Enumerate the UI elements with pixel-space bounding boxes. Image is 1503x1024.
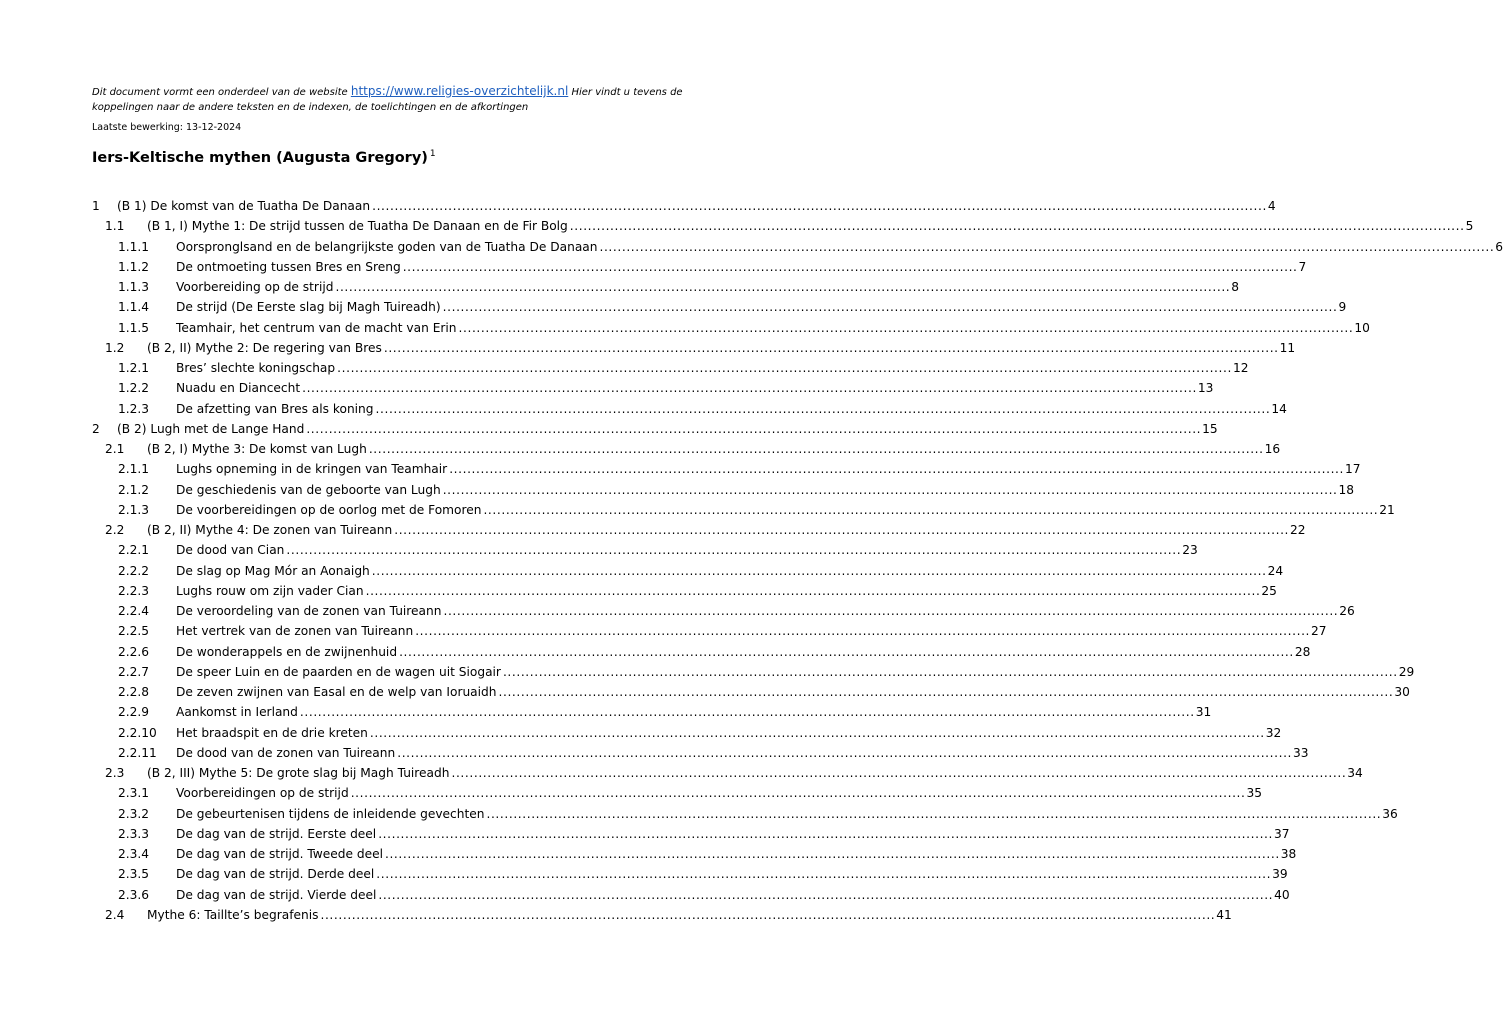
toc-entry[interactable] bbox=[92, 399, 1287, 419]
toc-entry-title: De speer Luin en de paarden en de wagen uit Siogair bbox=[176, 664, 501, 679]
toc-entry-number: 2.2.2 bbox=[118, 563, 150, 578]
toc-entry-title: (B 1) De komst van de Tuatha De Danaan bbox=[117, 199, 371, 213]
toc-entry-page: 24 bbox=[1267, 563, 1284, 578]
toc-entry-title: Het braadspit en de drie kreten bbox=[176, 725, 368, 740]
toc-entry-title: De zeven zwijnen van Easal en de welp van Ioruaidh bbox=[176, 685, 497, 699]
toc-entry-number: 1.1.2 bbox=[118, 259, 150, 274]
toc-entry-number: 2.2.10 bbox=[118, 725, 157, 740]
toc-entry-title: De dag van de strijd. Derde deel bbox=[176, 867, 375, 882]
toc-entry[interactable] bbox=[92, 864, 1288, 884]
toc-entry-title: (B 2) Lugh met de Lange Hand bbox=[117, 421, 305, 436]
toc-entry[interactable] bbox=[92, 743, 1309, 763]
toc-entry[interactable] bbox=[92, 439, 1281, 459]
toc-entry-link[interactable] bbox=[176, 783, 1263, 803]
toc-entry[interactable] bbox=[92, 358, 1249, 378]
document-title bbox=[92, 149, 436, 166]
toc-dot-leader: ........................................................................................................................................................................................................ bbox=[442, 482, 1338, 497]
toc-entry[interactable] bbox=[92, 561, 1284, 581]
toc-entry-title: De dood van Cian bbox=[176, 543, 285, 558]
toc-entry-link[interactable] bbox=[176, 297, 1347, 317]
toc-entry-page: 31 bbox=[1195, 705, 1212, 720]
toc-entry-link[interactable] bbox=[176, 642, 1311, 662]
toc-entry-number: 2.3.5 bbox=[118, 867, 150, 882]
toc-entry-number: 2.2.7 bbox=[118, 664, 150, 679]
toc-entry-number: 2.1.1 bbox=[118, 462, 150, 477]
toc-entry[interactable] bbox=[92, 905, 1232, 925]
toc-entry-number: 2.4 bbox=[105, 907, 125, 922]
toc-dot-leader: ........................................................................................................................................................................................................ bbox=[369, 725, 1265, 740]
toc-entry-link[interactable] bbox=[176, 378, 1214, 398]
toc-dot-leader: ........................................................................................................................................................................................................ bbox=[599, 239, 1495, 254]
toc-entry-title: (B 2, III) Mythe 5: De grote slag bij Magh Tuireadh bbox=[147, 766, 450, 780]
toc-entry-title: De wonderappels en de zwijnenhuid bbox=[176, 644, 398, 659]
toc-entry-link[interactable] bbox=[176, 601, 1355, 621]
toc-entry-title: Voorbereidingen op de strijd bbox=[176, 786, 349, 801]
toc-dot-leader: ........................................................................................................................................................................................................ bbox=[365, 583, 1261, 598]
toc-entry-title: De dag van de strijd. Vierde deel bbox=[176, 887, 377, 902]
toc-entry-number: 2.3.2 bbox=[118, 806, 150, 821]
toc-entry[interactable] bbox=[92, 702, 1212, 722]
toc-entry-link[interactable] bbox=[176, 621, 1327, 641]
toc-entry-link[interactable] bbox=[176, 702, 1212, 722]
toc-entry-title: Oorspronglsand en de belangrijkste goden van de Tuatha De Danaan bbox=[176, 239, 598, 254]
toc-entry-page: 23 bbox=[1182, 543, 1198, 558]
toc-entry-number: 2.2.5 bbox=[118, 624, 150, 639]
toc-entry-number: 2.2.11 bbox=[118, 745, 157, 760]
toc-entry[interactable] bbox=[92, 237, 1503, 257]
toc-dot-leader: ........................................................................................................................................................................................................ bbox=[442, 300, 1338, 315]
toc-entry[interactable] bbox=[92, 642, 1311, 662]
toc-entry-number: 1 bbox=[92, 199, 100, 213]
toc-dot-leader: ........................................................................................................................................................................................................ bbox=[397, 745, 1293, 760]
toc-entry-page: 37 bbox=[1274, 826, 1290, 841]
toc-entry-page: 18 bbox=[1338, 482, 1355, 497]
toc-entry-link[interactable] bbox=[176, 500, 1395, 520]
toc-entry-page: 26 bbox=[1339, 604, 1355, 618]
toc-entry-link[interactable] bbox=[117, 196, 1276, 216]
toc-entry-link[interactable] bbox=[176, 399, 1287, 419]
toc-dot-leader: ........................................................................................................................................................................................................ bbox=[299, 705, 1195, 720]
toc-entry-number: 2.1.3 bbox=[118, 502, 150, 517]
toc-entry-link[interactable] bbox=[176, 480, 1355, 500]
toc-entry-page: 28 bbox=[1294, 644, 1311, 659]
intro-text-after: Hier vindt u tevens de koppelingen naar de andere teksten en de indexen, de toelichtingen en de afkortingen bbox=[92, 87, 683, 113]
toc-entry-title: Lughs rouw om zijn vader Cian bbox=[176, 583, 364, 598]
toc-entry-title: De strijd (De Eerste slag bij Magh Tuireadh) bbox=[176, 300, 441, 315]
toc-entry-number: 2 bbox=[92, 421, 100, 436]
toc-entry-title: De veroordeling van de zonen van Tuireann bbox=[176, 604, 442, 618]
document-title-text: Iers-Keltische mythen (Augusta Gregory) bbox=[92, 150, 428, 166]
toc-entry[interactable] bbox=[92, 419, 1218, 439]
toc-entry-title: De slag op Mag Mór an Aonaigh bbox=[176, 563, 370, 578]
toc-entry-page: 17 bbox=[1345, 462, 1361, 477]
toc-entry-number: 2.3.3 bbox=[118, 826, 150, 841]
toc-entry-title: (B 2, II) Mythe 4: De zonen van Tuireann bbox=[147, 523, 393, 537]
toc-entry[interactable] bbox=[92, 196, 1276, 216]
toc-entry-link[interactable] bbox=[176, 662, 1415, 682]
toc-entry-title: (B 2, II) Mythe 2: De regering van Bres bbox=[147, 340, 382, 355]
toc-dot-leader: ........................................................................................................................................................................................................ bbox=[302, 381, 1197, 396]
toc-entry-title: Lughs opneming in de kringen van Teamhair bbox=[176, 462, 448, 477]
toc-entry-page: 7 bbox=[1298, 259, 1307, 274]
toc-entry[interactable] bbox=[92, 378, 1214, 398]
toc-entry-page: 29 bbox=[1398, 664, 1415, 679]
toc-dot-leader: ........................................................................................................................................................................................................ bbox=[394, 523, 1290, 537]
toc-entry-link[interactable] bbox=[176, 723, 1282, 743]
toc-dot-leader: ........................................................................................................................................................................................................ bbox=[286, 543, 1182, 558]
toc-entry[interactable] bbox=[92, 216, 1474, 236]
toc-entry-title: Teamhair, het centrum van de macht van Erin bbox=[176, 320, 457, 335]
toc-entry-page: 10 bbox=[1354, 320, 1370, 335]
toc-entry-number: 1.2.3 bbox=[118, 401, 150, 416]
toc-dot-leader: ........................................................................................................................................................................................................ bbox=[498, 685, 1394, 699]
toc-entry[interactable] bbox=[92, 783, 1263, 803]
intro-text-before: Dit document vormt een onderdeel van de website bbox=[92, 87, 351, 98]
toc-entry-link[interactable] bbox=[147, 763, 1363, 783]
toc-entry-page: 34 bbox=[1347, 766, 1363, 780]
toc-dot-leader: ........................................................................................................................................................................................................ bbox=[486, 806, 1382, 821]
toc-entry-page: 40 bbox=[1274, 887, 1290, 902]
toc-entry-title: De ontmoeting tussen Bres en Sreng bbox=[176, 259, 401, 274]
toc-dot-leader: ........................................................................................................................................................................................................ bbox=[569, 219, 1465, 234]
toc-dot-leader: ........................................................................................................................................................................................................ bbox=[402, 259, 1298, 274]
toc-entry-link[interactable] bbox=[117, 419, 1218, 439]
toc-entry-page: 15 bbox=[1202, 421, 1218, 436]
toc-entry-title: Mythe 6: Taillte’s begrafenis bbox=[147, 907, 319, 922]
toc-dot-leader: ........................................................................................................................................................................................................ bbox=[384, 847, 1280, 861]
toc-entry[interactable] bbox=[92, 804, 1398, 824]
toc-entry-number: 2.2.6 bbox=[118, 644, 150, 659]
toc-entry-link[interactable] bbox=[147, 439, 1281, 459]
toc-entry-number: 1.1.1 bbox=[118, 239, 150, 254]
website-link[interactable]: https://www.religies-overzichtelijk.nl bbox=[350, 84, 569, 98]
toc-entry-page: 36 bbox=[1382, 806, 1398, 821]
toc-dot-leader: ........................................................................................................................................................................................................ bbox=[415, 624, 1311, 639]
title-footnote-marker[interactable]: 1 bbox=[429, 149, 436, 159]
toc-entry[interactable] bbox=[92, 601, 1355, 621]
toc-entry-title: Het vertrek van de zonen van Tuireann bbox=[176, 624, 414, 639]
toc-entry-number: 1.2.1 bbox=[118, 361, 150, 375]
toc-entry-number: 1.2.2 bbox=[118, 381, 150, 396]
toc-entry-link[interactable] bbox=[176, 581, 1277, 601]
toc-entry-number: 1.1.4 bbox=[118, 300, 150, 315]
toc-entry-number: 2.2.8 bbox=[118, 685, 150, 699]
toc-entry-page: 21 bbox=[1379, 502, 1395, 517]
website-note bbox=[92, 84, 692, 115]
toc-entry-link[interactable] bbox=[176, 864, 1288, 884]
toc-entry[interactable] bbox=[92, 520, 1306, 540]
toc-entry[interactable] bbox=[92, 318, 1370, 338]
toc-entry[interactable] bbox=[92, 763, 1363, 783]
toc-entry-page: 14 bbox=[1271, 401, 1287, 416]
toc-dot-leader: ........................................................................................................................................................................................................ bbox=[383, 340, 1279, 355]
toc-entry-number: 2.3 bbox=[105, 766, 125, 780]
toc-entry-page: 6 bbox=[1495, 239, 1503, 254]
toc-entry[interactable] bbox=[92, 885, 1290, 905]
toc-dot-leader: ........................................................................................................................................................................................................ bbox=[350, 786, 1246, 801]
toc-entry-link[interactable] bbox=[176, 804, 1398, 824]
toc-entry[interactable] bbox=[92, 257, 1307, 277]
toc-dot-leader: ........................................................................................................................................................................................................ bbox=[378, 826, 1273, 841]
toc-entry[interactable] bbox=[92, 621, 1327, 641]
toc-entry-page: 27 bbox=[1311, 624, 1327, 639]
toc-entry-link[interactable] bbox=[176, 824, 1290, 844]
toc-entry-link[interactable] bbox=[176, 277, 1240, 297]
toc-entry[interactable] bbox=[92, 662, 1415, 682]
toc-entry-page: 38 bbox=[1280, 847, 1297, 861]
toc-entry-link[interactable] bbox=[176, 885, 1290, 905]
toc-entry[interactable] bbox=[92, 844, 1297, 864]
toc-dot-leader: ........................................................................................................................................................................................................ bbox=[375, 401, 1271, 416]
toc-entry-title: Aankomst in Ierland bbox=[176, 705, 298, 720]
toc-dot-leader: ........................................................................................................................................................................................................ bbox=[502, 664, 1398, 679]
toc-entry[interactable] bbox=[92, 277, 1240, 297]
toc-dot-leader: ........................................................................................................................................................................................................ bbox=[443, 604, 1339, 618]
toc-entry-link[interactable] bbox=[176, 459, 1361, 479]
toc-entry-page: 5 bbox=[1465, 219, 1474, 234]
toc-dot-leader: ........................................................................................................................................................................................................ bbox=[371, 563, 1267, 578]
toc-dot-leader: ........................................................................................................................................................................................................ bbox=[320, 907, 1216, 922]
toc-entry[interactable] bbox=[92, 338, 1296, 358]
toc-entry-link[interactable] bbox=[147, 338, 1296, 358]
toc-entry[interactable] bbox=[92, 824, 1290, 844]
toc-entry-page: 25 bbox=[1261, 583, 1277, 598]
toc-entry-title: Nuadu en Diancecht bbox=[176, 381, 301, 396]
toc-entry-number: 2.3.6 bbox=[118, 887, 150, 902]
toc-dot-leader: ........................................................................................................................................................................................................ bbox=[449, 462, 1344, 477]
toc-entry-number: 2.1 bbox=[105, 442, 125, 456]
toc-entry-number: 2.3.4 bbox=[118, 847, 150, 861]
toc-dot-leader: ........................................................................................................................................................................................................ bbox=[306, 421, 1202, 436]
toc-entry-number: 2.2.4 bbox=[118, 604, 150, 618]
toc-dot-leader: ........................................................................................................................................................................................................ bbox=[378, 887, 1274, 902]
toc-entry[interactable] bbox=[92, 540, 1198, 560]
toc-entry-number: 2.2.1 bbox=[118, 543, 150, 558]
toc-entry-page: 41 bbox=[1216, 907, 1232, 922]
toc-entry-page: 32 bbox=[1265, 725, 1282, 740]
toc-entry-page: 4 bbox=[1267, 199, 1276, 213]
toc-entry[interactable] bbox=[92, 581, 1277, 601]
toc-entry-title: De dag van de strijd. Eerste deel bbox=[176, 826, 377, 841]
toc-entry-link[interactable] bbox=[176, 561, 1284, 581]
toc-entry-page: 13 bbox=[1197, 381, 1214, 396]
toc-dot-leader: ........................................................................................................................................................................................................ bbox=[458, 320, 1354, 335]
toc-entry-link[interactable] bbox=[176, 358, 1249, 378]
toc-entry-page: 8 bbox=[1231, 280, 1240, 294]
toc-entry[interactable] bbox=[92, 459, 1361, 479]
toc-entry[interactable] bbox=[92, 297, 1347, 317]
toc-entry-page: 30 bbox=[1394, 685, 1410, 699]
toc-entry-number: 2.2.9 bbox=[118, 705, 150, 720]
table-of-contents bbox=[92, 196, 1503, 925]
toc-entry-number: 1.1.3 bbox=[118, 280, 150, 294]
toc-entry-link[interactable] bbox=[147, 216, 1474, 236]
toc-entry-number: 2.2 bbox=[105, 523, 125, 537]
toc-entry-page: 16 bbox=[1264, 442, 1281, 456]
toc-entry-title: Voorbereiding op de strijd bbox=[176, 280, 334, 294]
toc-dot-leader: ........................................................................................................................................................................................................ bbox=[451, 766, 1347, 780]
toc-entry-title: De gebeurtenisen tijdens de inleidende gevechten bbox=[176, 806, 485, 821]
toc-entry-page: 22 bbox=[1290, 523, 1306, 537]
toc-entry-number: 2.3.1 bbox=[118, 786, 150, 801]
toc-entry-number: 1.1.5 bbox=[118, 320, 150, 335]
toc-entry-number: 2.1.2 bbox=[118, 482, 150, 497]
toc-entry-page: 39 bbox=[1272, 867, 1288, 882]
toc-entry[interactable] bbox=[92, 480, 1355, 500]
toc-dot-leader: ........................................................................................................................................................................................................ bbox=[337, 361, 1232, 375]
toc-entry-title: De afzetting van Bres als koning bbox=[176, 401, 374, 416]
toc-dot-leader: ........................................................................................................................................................................................................ bbox=[335, 280, 1231, 294]
toc-entry[interactable] bbox=[92, 723, 1282, 743]
toc-entry-link[interactable] bbox=[147, 520, 1306, 540]
toc-entry-title: De voorbereidingen op de oorlog met de Fomoren bbox=[176, 502, 482, 517]
toc-entry-title: Bres’ slechte koningschap bbox=[176, 361, 336, 375]
toc-entry-link[interactable] bbox=[176, 237, 1503, 257]
toc-entry-page: 9 bbox=[1338, 300, 1347, 315]
toc-dot-leader: ........................................................................................................................................................................................................ bbox=[372, 199, 1267, 213]
toc-entry-number: 1.2 bbox=[105, 340, 125, 355]
last-updated: Laatste bewerking: 13-12-2024 bbox=[92, 122, 242, 133]
toc-entry-page: 12 bbox=[1232, 361, 1249, 375]
toc-entry-title: (B 2, I) Mythe 3: De komst van Lugh bbox=[147, 442, 367, 456]
toc-entry-link[interactable] bbox=[176, 257, 1307, 277]
toc-entry-number: 1.1 bbox=[105, 219, 125, 234]
toc-entry-link[interactable] bbox=[176, 743, 1309, 763]
toc-entry-link[interactable] bbox=[176, 844, 1297, 864]
toc-entry-link[interactable] bbox=[176, 540, 1198, 560]
toc-dot-leader: ........................................................................................................................................................................................................ bbox=[376, 867, 1272, 882]
toc-entry-page: 11 bbox=[1279, 340, 1296, 355]
toc-entry-page: 35 bbox=[1246, 786, 1263, 801]
toc-entry-page: 33 bbox=[1293, 745, 1309, 760]
toc-entry-title: (B 1, I) Mythe 1: De strijd tussen de Tuatha De Danaan en de Fir Bolg bbox=[147, 219, 568, 234]
toc-dot-leader: ........................................................................................................................................................................................................ bbox=[399, 644, 1294, 659]
toc-entry-title: De dood van de zonen van Tuireann bbox=[176, 745, 396, 760]
toc-dot-leader: ........................................................................................................................................................................................................ bbox=[368, 442, 1264, 456]
toc-entry-number: 2.2.3 bbox=[118, 583, 150, 598]
toc-entry-link[interactable] bbox=[176, 682, 1410, 702]
toc-entry[interactable] bbox=[92, 682, 1410, 702]
toc-entry[interactable] bbox=[92, 500, 1395, 520]
toc-dot-leader: ........................................................................................................................................................................................................ bbox=[483, 502, 1379, 517]
toc-entry-title: De dag van de strijd. Tweede deel bbox=[176, 847, 383, 861]
toc-entry-title: De geschiedenis van de geboorte van Lugh bbox=[176, 482, 441, 497]
toc-entry-link[interactable] bbox=[147, 905, 1232, 925]
toc-entry-link[interactable] bbox=[176, 318, 1370, 338]
